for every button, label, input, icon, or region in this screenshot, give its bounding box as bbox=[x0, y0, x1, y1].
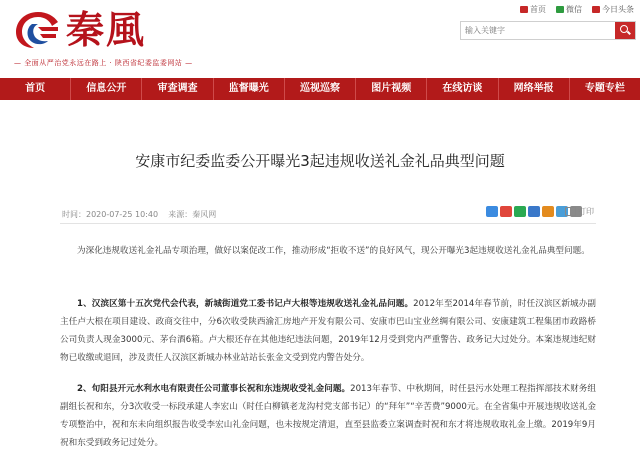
print-label: 打印 bbox=[578, 207, 594, 216]
print-button[interactable] bbox=[565, 206, 594, 217]
site-logo-text[interactable]: 秦風 bbox=[66, 7, 147, 52]
case-2-body: 2013年春节、中秋期间，时任县污水处理工程指挥部技术财务组副组长祝和东，分3次收受一标段承建人李宏山（时任白柳镇老龙沟村党支部书记）的“拜年”“辛苦费”9000元。在全省集中开展违规收送礼金专项整治中，祝和东未向组织报告收受李宏山礼金问题，也未按规定清退，直至县监委立案调查时祝和东才将违规收取礼金上缴。2019年9月祝和东受到政务记过处分。 bbox=[60, 384, 597, 448]
nav-special-topics[interactable]: 专题专栏 bbox=[584, 83, 625, 94]
article-case-1 bbox=[60, 295, 596, 367]
nav-investigation[interactable]: 审查调查 bbox=[142, 78, 213, 100]
share-weibo-icon[interactable] bbox=[500, 206, 512, 217]
toutiao-icon bbox=[592, 6, 600, 13]
home-icon bbox=[520, 6, 528, 13]
toplink-toutiao[interactable]: 今日头条 bbox=[592, 4, 634, 15]
article-case-2 bbox=[60, 380, 596, 452]
share-qzone-icon[interactable] bbox=[486, 206, 498, 217]
search-button[interactable] bbox=[615, 22, 635, 39]
wechat-icon bbox=[556, 6, 564, 13]
main-nav bbox=[0, 78, 640, 100]
site-slogan: — 全面从严治党永远在路上 · 陕西省纪委监委网站 — bbox=[14, 59, 193, 67]
article-source: 来源：秦风网 bbox=[168, 210, 217, 219]
search-input[interactable] bbox=[461, 22, 615, 39]
site-header bbox=[0, 0, 640, 78]
article-intro: 为深化违规收送礼金礼品专项治理，做好以案促改工作，推动形成“拒收不送”的良好风气，现公开曝光3起违规收送礼金礼品典型问题。 bbox=[77, 246, 590, 256]
nav-inspection[interactable]: 巡视巡察 bbox=[285, 78, 356, 100]
nav-photo-video[interactable]: 图片视频 bbox=[356, 78, 427, 100]
search-box bbox=[460, 21, 636, 40]
nav-online-report[interactable]: 网络举报 bbox=[499, 78, 570, 100]
share-wechat-icon[interactable] bbox=[514, 206, 526, 217]
nav-supervision-exposure[interactable]: 监督曝光 bbox=[214, 78, 285, 100]
share-tencent-icon[interactable] bbox=[528, 206, 540, 217]
logo-icon[interactable] bbox=[12, 8, 64, 52]
nav-info-public[interactable]: 信息公开 bbox=[71, 78, 142, 100]
article-time: 时间：2020-07-25 10:40 bbox=[62, 210, 159, 219]
nav-online-interview[interactable]: 在线访谈 bbox=[427, 78, 498, 100]
toplink-home[interactable]: 首页 bbox=[520, 4, 546, 15]
article-title: 安康市纪委监委公开曝光3起违规收送礼金礼品典型问题 bbox=[135, 152, 505, 170]
article-meta bbox=[62, 209, 216, 220]
nav-home[interactable]: 首页 bbox=[0, 78, 71, 100]
top-links bbox=[520, 4, 634, 15]
case-1-heading: 1、汉滨区第十五次党代会代表，新城街道党工委书记卢大根等违规收送礼金礼品问题。 bbox=[77, 299, 414, 309]
case-1-body: 2012年至2014年春节前，时任汉滨区新城办副主任卢大根在项目建设、政商交往中，分6次收受陕西渝汇房地产开发有限公司、安康市巴山宝业丝绸有限公司、安康建筑工程集团市政路桥公司负责人现金3000元、茅台酒6箱。卢大根还存在其他违纪违法问题，2019年12月受到党内严重警告、政务记大过处分。本案违规违纪财物已收缴或退回，涉及责任人汉滨区新城办林业站站长张金文受到党内警告处分。 bbox=[60, 299, 596, 363]
printer-icon bbox=[565, 207, 576, 216]
toplink-wechat[interactable]: 微信 bbox=[556, 4, 582, 15]
case-2-heading: 2、旬阳县开元水利水电有限责任公司董事长祝和东违规收受礼金问题。 bbox=[77, 384, 351, 394]
meta-divider bbox=[60, 223, 596, 224]
share-renren-icon[interactable] bbox=[542, 206, 554, 217]
